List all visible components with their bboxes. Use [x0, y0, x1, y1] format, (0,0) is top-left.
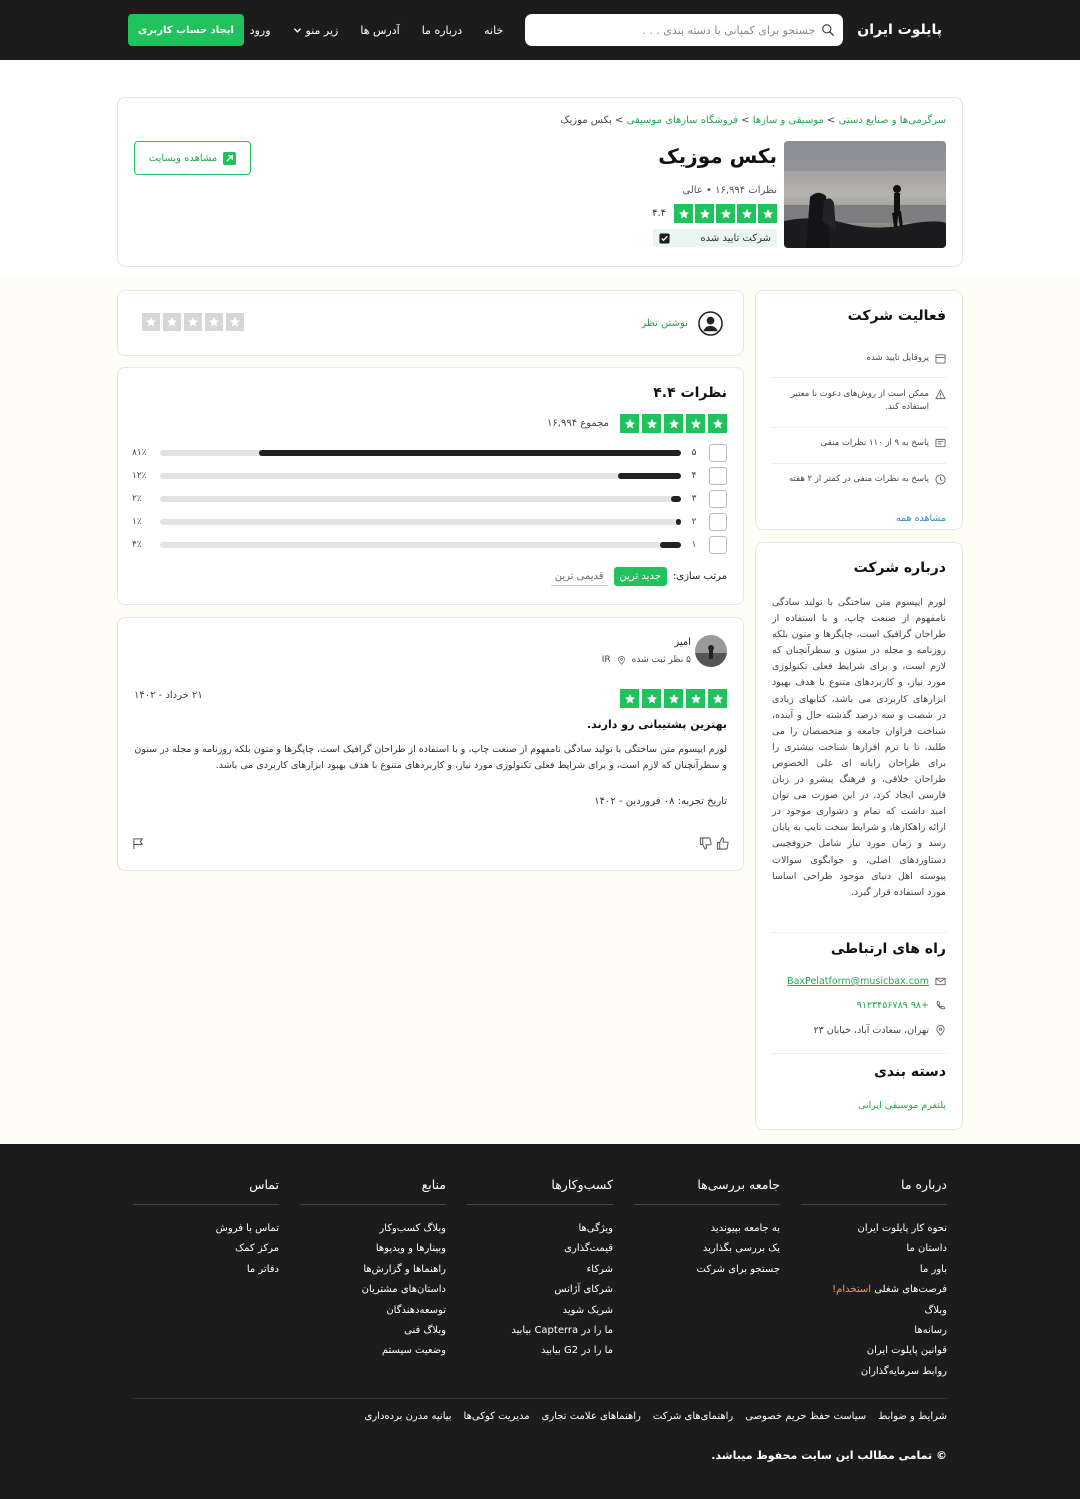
- avatar[interactable]: [695, 635, 727, 667]
- footer-link[interactable]: جستجو برای شرکت: [696, 1263, 780, 1275]
- sort-label: مرتب سازی:: [672, 571, 727, 582]
- main-content: [0, 277, 1080, 1144]
- address-text: تهران، سعادت آباد، خیابان ۲۳: [813, 1025, 929, 1036]
- footer-link[interactable]: دفاتر ما: [246, 1263, 279, 1275]
- company-hero: [0, 60, 1080, 277]
- review-date: ۲۱ خرداد - ۱۴۰۲: [134, 690, 203, 701]
- rating-bar-row[interactable]: [132, 513, 727, 531]
- star-icon: [737, 204, 756, 223]
- contact-address: [814, 1025, 946, 1036]
- phone-icon: [935, 1000, 946, 1011]
- reviewer-count: ۵ نظر ثبت شده: [631, 655, 691, 665]
- activity-item: [772, 352, 946, 365]
- rating-bar-track: [160, 473, 681, 479]
- bar-star-label: ۵: [691, 448, 697, 458]
- divider: [772, 377, 946, 378]
- nav-addresses[interactable]: آدرس ها: [360, 23, 400, 37]
- star-icon: [664, 414, 683, 433]
- rating-bar-row[interactable]: [132, 536, 727, 554]
- bar-percent: ۸۱٪: [132, 448, 147, 458]
- about-text: لورم ایپسوم متن ساختگی با تولید سادگی نامفهوم از صنعت چاپ، و با استفاده از طراحان گرافیک است، چاپگرها و متون بلکه روزنامه و مجله در ستون و سطرآنچنان که لازم است، و برای شرایط فعلی تکنولوژی مورد نیاز، و کاربردهای متنوع با هدف بهبود ابزارهای کاربردی می باشد، کتابهای زیادی در شصت و سه درصد گذشته حال و آینده، شناخت فراوان جامعه و متخصصان را می طلبد، تا با نرم افزارها شناخت بیشتری را برای طراحان رایانه ای علی الخصوص طراحان خلاقی، و فرهنگ پیشرو در زبان فارسی ایجاد کرد، در این صورت می توان امید داشت که تمام و دشواری موجود در ارائه راهکارها، و شرایط سخت تایپ به پایان رسد و زمان مورد نیاز شامل حروفچینی دستاوردهای اصلی، و جوابگوی سوالات پیوسته اهل دنیای موجود طراحی اساسا مورد استفاده قرار گیرد.: [772, 597, 946, 898]
- footer-link[interactable]: توسعه‌دهندگان: [386, 1304, 446, 1316]
- rating-input[interactable]: [142, 313, 244, 331]
- legal-link[interactable]: بیانیه مدرن برده‌داری: [364, 1411, 452, 1422]
- divider: [772, 932, 946, 933]
- rating-bar-fill: [660, 542, 681, 548]
- filter-checkbox[interactable]: [709, 467, 727, 485]
- footer-column-title: جامعه بررسی‌ها: [634, 1177, 780, 1205]
- mail-icon: [935, 976, 946, 987]
- star-rate-button[interactable]: [163, 313, 181, 331]
- nav-login[interactable]: ورود: [249, 23, 271, 37]
- activity-item: [772, 437, 946, 450]
- star-icon: [708, 689, 727, 708]
- thumbs-down-icon[interactable]: [699, 837, 712, 850]
- review-body: لورم ایپسوم متن ساختگی با تولید سادگی نامفهوم از صنعت چاپ، و با استفاده از طراحان گرافیک است، چاپگرها و متون بلکه روزنامه و مجله در ستون و سطرآنچنان که لازم است، و برای شرایط فعلی تکنولوژی مورد نیاز، و کاربردهای متنوع با هدف بهبود ابزارهای کاربردی می باشد.: [134, 744, 727, 771]
- footer-link[interactable]: قیمت‌گذاری: [564, 1243, 613, 1255]
- overall-stars: [547, 414, 727, 433]
- company-photo: [784, 141, 946, 248]
- legal-link[interactable]: شرایط و ضوابط: [878, 1411, 947, 1422]
- visit-website-button[interactable]: [134, 141, 251, 175]
- reviewer-country: IR: [601, 655, 611, 665]
- footer-link[interactable]: وبینارها و ویدیوها: [375, 1243, 446, 1255]
- external-link-icon: [223, 152, 236, 165]
- footer-column-contact: [133, 1177, 279, 1280]
- company-header-card: [117, 97, 963, 267]
- clock-icon: [935, 474, 946, 485]
- star-rate-button[interactable]: [142, 313, 160, 331]
- footer-link[interactable]: تماس با فروش: [215, 1223, 279, 1234]
- footer-column-title: درباره ما: [801, 1177, 947, 1205]
- footer-link[interactable]: شریک شوید: [562, 1304, 613, 1316]
- sort-controls: [551, 567, 727, 586]
- footer-link[interactable]: داستان ما: [906, 1243, 947, 1255]
- about-title: درباره شرکت: [853, 560, 946, 576]
- rating-title: نظرات ۴.۴: [653, 385, 727, 401]
- review-reactions: [699, 837, 729, 850]
- divider: [772, 427, 946, 428]
- divider: [772, 1053, 946, 1054]
- star-icon: [708, 414, 727, 433]
- rating-bar-row[interactable]: [132, 444, 727, 462]
- calendar-icon: [935, 353, 946, 364]
- filter-checkbox[interactable]: [709, 536, 727, 554]
- bar-percent: ۱٪: [132, 517, 142, 527]
- activity-title: فعالیت شرکت: [847, 308, 946, 324]
- nav-home[interactable]: خانه: [484, 23, 504, 37]
- nav-about[interactable]: درباره ما: [421, 23, 463, 37]
- filter-checkbox[interactable]: [709, 444, 727, 462]
- footer-column-about: [801, 1177, 947, 1382]
- footer-legal-links: [365, 1411, 947, 1422]
- bar-percent: ۲٪: [132, 494, 142, 504]
- breadcrumb-sep: >: [823, 115, 839, 126]
- about-company-card: [755, 542, 963, 1130]
- checkbox-checked-icon: [659, 233, 670, 244]
- warning-icon: [935, 389, 946, 400]
- contact-title: راه های ارتباطی: [830, 941, 946, 957]
- review-card: [117, 617, 744, 871]
- footer-link[interactable]: مرکز کمک: [235, 1243, 279, 1255]
- experience-date: تاریخ تجربه: ۰۸ فروردین - ۱۴۰۲: [594, 796, 727, 807]
- company-rating: [652, 204, 777, 223]
- review-title: بهترین پشتیبانی رو دارند.: [586, 718, 727, 731]
- nav-submenu[interactable]: [293, 24, 339, 37]
- filter-checkbox[interactable]: [709, 490, 727, 508]
- review-stars: [620, 689, 727, 708]
- search-box[interactable]: [525, 14, 843, 46]
- rating-bar-track: [160, 450, 681, 456]
- activity-text: پاسخ به ۹ از ۱۱۰ نظرات منفی: [820, 438, 929, 448]
- footer-divider: [133, 1398, 947, 1399]
- rating-total: مجموع ۱۶,۹۹۴: [547, 418, 609, 429]
- legal-link[interactable]: راهنمای‌های شرکت: [652, 1411, 734, 1422]
- footer-link[interactable]: وضعیت سیستم: [381, 1345, 446, 1357]
- footer-link[interactable]: راهنماها و گزارش‌ها: [363, 1263, 446, 1275]
- search-icon[interactable]: [821, 23, 835, 37]
- footer-link[interactable]: باور ما: [919, 1263, 947, 1275]
- signup-button[interactable]: ایجاد حساب کاربری: [128, 14, 244, 46]
- write-review-label: نوشتن نظر: [641, 318, 688, 329]
- footer: [0, 1144, 1080, 1499]
- activity-item: [772, 388, 946, 414]
- star-icon: [620, 689, 639, 708]
- company-activity-card: [755, 290, 963, 530]
- chevron-down-icon: [293, 26, 302, 35]
- rating-bar-fill: [618, 473, 681, 479]
- breadcrumb: [561, 115, 946, 126]
- footer-link[interactable]: روابط سرمایه‌گذاران: [860, 1365, 947, 1377]
- star-icon: [758, 204, 777, 223]
- bar-percent: ۱۲٪: [132, 471, 147, 481]
- filter-checkbox[interactable]: [709, 513, 727, 531]
- contact-email: [787, 976, 946, 987]
- footer-link[interactable]: رسانه‌ها: [914, 1325, 947, 1337]
- footer-link[interactable]: شرکاء: [586, 1263, 613, 1275]
- rating-bar-track: [160, 542, 681, 548]
- activity-text: پروفایل تایید شده: [866, 353, 929, 363]
- category-link[interactable]: پلتفرم موسیقی ایرانی: [858, 1100, 946, 1111]
- verified-badge: [653, 229, 777, 247]
- star-icon: [686, 689, 705, 708]
- star-icon: [642, 414, 661, 433]
- footer-link[interactable]: ما را در G2 بیابید: [540, 1345, 613, 1357]
- copyright: © تمامی مطالب این سایت محفوظ میباشد.: [711, 1449, 947, 1462]
- breadcrumb-item[interactable]: موسیقی و سازها: [752, 115, 824, 126]
- breadcrumb-current: بکس موزیک: [560, 115, 612, 126]
- footer-link-label: فرصت‌های شغلی: [874, 1284, 947, 1296]
- rating-score: ۴.۴: [652, 208, 666, 219]
- breadcrumb-item[interactable]: سرگرمی‌ها و صنایع دستی: [838, 115, 946, 126]
- visit-website-label: مشاهده وبسایت: [148, 152, 218, 164]
- rating-bar-row[interactable]: [132, 467, 727, 485]
- footer-column-business: [467, 1177, 613, 1362]
- footer-column-community: [634, 1177, 780, 1280]
- breadcrumb-item[interactable]: فروشگاه سازهای موسیقی: [626, 115, 739, 126]
- footer-column-title: تماس: [133, 1177, 279, 1205]
- star-icon: [686, 414, 705, 433]
- star-icon: [620, 414, 639, 433]
- rating-bar-track: [160, 496, 681, 502]
- flag-icon[interactable]: [132, 837, 145, 850]
- phone-link[interactable]: +۹۸ ۹۱۲۳۴۵۶۷۸۹: [856, 1000, 929, 1011]
- rating-bar-fill: [259, 450, 681, 456]
- write-review-prompt[interactable]: [641, 311, 723, 336]
- legal-link[interactable]: راهنماهای علامت تجاری: [541, 1411, 641, 1422]
- rating-bar-row[interactable]: [132, 490, 727, 508]
- breadcrumb-sep: >: [611, 115, 627, 126]
- activity-text: ممکن است از روش‌های دعوت نا معتبر استفاده کند.: [790, 389, 929, 412]
- reviewer-name[interactable]: امیر: [674, 637, 691, 648]
- legal-link[interactable]: سیاست حفظ حریم خصوصی: [745, 1411, 867, 1422]
- sort-newest-button[interactable]: جدید ترین: [614, 567, 667, 586]
- divider: [772, 463, 946, 464]
- thumbs-up-icon[interactable]: [716, 837, 729, 850]
- footer-link[interactable]: وبلاگ فنی: [404, 1325, 446, 1337]
- footer-link[interactable]: شرکای آژانس: [554, 1284, 613, 1296]
- reviewer-meta: [602, 655, 691, 665]
- nav-submenu-label: زیر منو: [305, 23, 339, 37]
- user-avatar-icon: [698, 311, 723, 336]
- activity-item: [772, 473, 946, 486]
- top-navbar: [0, 0, 1080, 60]
- bar-percent: ۴٪: [132, 540, 142, 550]
- company-name: بکس موزیک: [658, 144, 777, 168]
- star-rate-button[interactable]: [226, 313, 244, 331]
- category-title: دسته بندی: [874, 1064, 946, 1080]
- footer-link[interactable]: وبلاگ: [924, 1304, 947, 1316]
- footer-link-careers[interactable]: [801, 1280, 947, 1300]
- contact-phone: [857, 1000, 946, 1011]
- footer-column-resources: [300, 1177, 446, 1362]
- footer-link[interactable]: وبلاگ کسب‌وکار: [379, 1223, 446, 1234]
- star-icon: [695, 204, 714, 223]
- email-link[interactable]: BaxPelatform@musicbax.com: [787, 976, 929, 987]
- search-input[interactable]: [533, 24, 815, 37]
- verified-label: شرکت تایید شده: [700, 232, 771, 244]
- bar-star-label: ۲: [691, 517, 697, 527]
- rating-bar-fill: [671, 496, 681, 502]
- site-logo[interactable]: پایلوت ایران: [857, 22, 942, 38]
- footer-link[interactable]: نحوه کار پایلوت ایران: [857, 1223, 947, 1234]
- footer-link[interactable]: یک بررسی بگذارید: [702, 1243, 780, 1255]
- activity-text: پاسخ به نظرات منفی در کمتر از ۲ هفته: [788, 474, 929, 484]
- breadcrumb-sep: >: [738, 115, 753, 126]
- footer-link[interactable]: ویژگی‌ها: [578, 1223, 613, 1234]
- footer-link[interactable]: به جامعه بپیوندید: [710, 1223, 780, 1234]
- main-nav: [250, 24, 504, 37]
- location-pin-icon: [617, 656, 626, 665]
- bar-star-label: ۳: [691, 494, 697, 504]
- location-pin-icon: [935, 1025, 946, 1036]
- footer-column-title: منابع: [300, 1177, 446, 1205]
- footer-link[interactable]: قوانین پایلوت ایران: [866, 1345, 947, 1357]
- footer-link[interactable]: ما را در Capterra بیابید: [511, 1325, 613, 1337]
- message-icon: [935, 438, 946, 449]
- reviews-summary: نظرات ۱۶,۹۹۴ • عالی: [682, 185, 777, 196]
- rating-distribution-card: [117, 367, 744, 605]
- bar-star-label: ۴: [691, 471, 697, 481]
- star-icon: [642, 689, 661, 708]
- star-icon: [674, 204, 693, 223]
- star-rate-button[interactable]: [205, 313, 223, 331]
- legal-link[interactable]: مدیریت کوکی‌ها: [463, 1411, 530, 1422]
- rating-bar-track: [160, 519, 681, 525]
- review-actions: [132, 837, 729, 850]
- star-rate-button[interactable]: [184, 313, 202, 331]
- star-icon: [716, 204, 735, 223]
- hiring-badge: استخدام!: [832, 1284, 872, 1296]
- footer-link[interactable]: داستان‌های مشتریان: [361, 1284, 446, 1296]
- footer-column-title: کسب‌وکارها: [467, 1177, 613, 1205]
- see-all-link[interactable]: مشاهده همه: [895, 513, 946, 524]
- bar-star-label: ۱: [691, 540, 697, 550]
- write-review-card[interactable]: [117, 290, 744, 356]
- rating-bar-fill: [676, 519, 681, 525]
- star-icon: [664, 689, 683, 708]
- sort-oldest-button[interactable]: قدیمی ترین: [551, 568, 608, 586]
